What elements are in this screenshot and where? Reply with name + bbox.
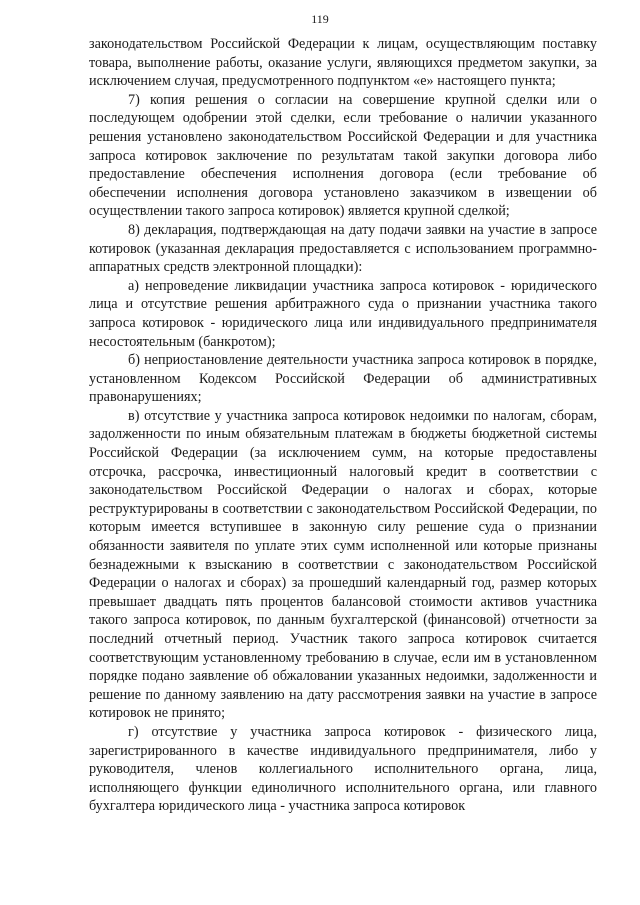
- paragraph-subitem-g: г) отсутствие у участника запроса котировок - физического лица, зарегистрированного в качестве индивидуального предпринимателя, либо у руководителя, членов коллегиального исполнительного органа, лица, исполняющего функции единоличного исполнительного органа, или главного бухгалтера юридического лица - участника запроса котировок: [89, 723, 597, 815]
- paragraph-item-7: 7) копия решения о согласии на совершение крупной сделки или о последующем одобрении этой сделки, если требование о наличии указанного решения установлено законодательством Российской Федерации и для участника запроса котировок заключение по результатам такой закупки договора либо предоставление обеспечения исполнения договора (если требование об обеспечении исполнения договора установлено заказчиком в извещении об осуществлении такого запроса котировок) является крупной сделкой;: [89, 91, 597, 220]
- page-number: 119: [311, 12, 329, 26]
- paragraph-subitem-a: а) непроведение ликвидации участника запроса котировок - юридического лица и отсутствие решения арбитражного суда о признании участника такого запроса котировок - юридического лица или индивидуального предпринимателя несостоятельным (банкротом);: [89, 277, 597, 350]
- paragraph-continuation: законодательством Российской Федерации к лицам, осуществляющим поставку товара, выполнение работы, оказание услуги, являющихся предметом закупки, за исключением случая, предусмотренного подпунктом «е» настоящего пункта;: [89, 36, 597, 90]
- paragraph-subitem-v: в) отсутствие у участника запроса котировок недоимки по налогам, сборам, задолженности по иным обязательным платежам в бюджеты бюджетной системы Российской Федерации (за исключением сумм, на которые предоставлены отсрочка, рассрочка, инвестиционный налоговый кредит в соответствии с законодательством Российской Федерации о налогах и сборах, которые реструктурированы в соответствии с законодательством Российской Федерации, по которым имеется вступившее в законную силу решение суда о признании обязанности заявителя по уплате этих сумм исполненной или которые признаны безнадежными к взысканию в соответствии с законодательством Российской Федерации о налогах и сборах) за прошедший календарный год, размер которых превышает двадцать пять процентов балансовой стоимости активов участника такого запроса котировок, по данным бухгалтерской (финансовой) отчетности за последний отчетный период. Участник такого запроса котировок считается соответствующим установленному требованию в случае, если им в установленном порядке подано заявление об обжаловании указанных недоимки, задолженности и решение по данному заявлению на дату рассмотрения заявки на участие в запросе котировок не принято;: [89, 407, 597, 722]
- paragraph-subitem-b: б) неприостановление деятельности участника запроса котировок в порядке, установленном Кодексом Российской Федерации об административных правонарушениях;: [89, 352, 597, 406]
- document-body: [89, 35, 597, 816]
- paragraph-item-8: 8) декларация, подтверждающая на дату подачи заявки на участие в запросе котировок (указанная декларация предоставляется с использованием программно-аппаратных средств электронной площадки):: [89, 221, 597, 276]
